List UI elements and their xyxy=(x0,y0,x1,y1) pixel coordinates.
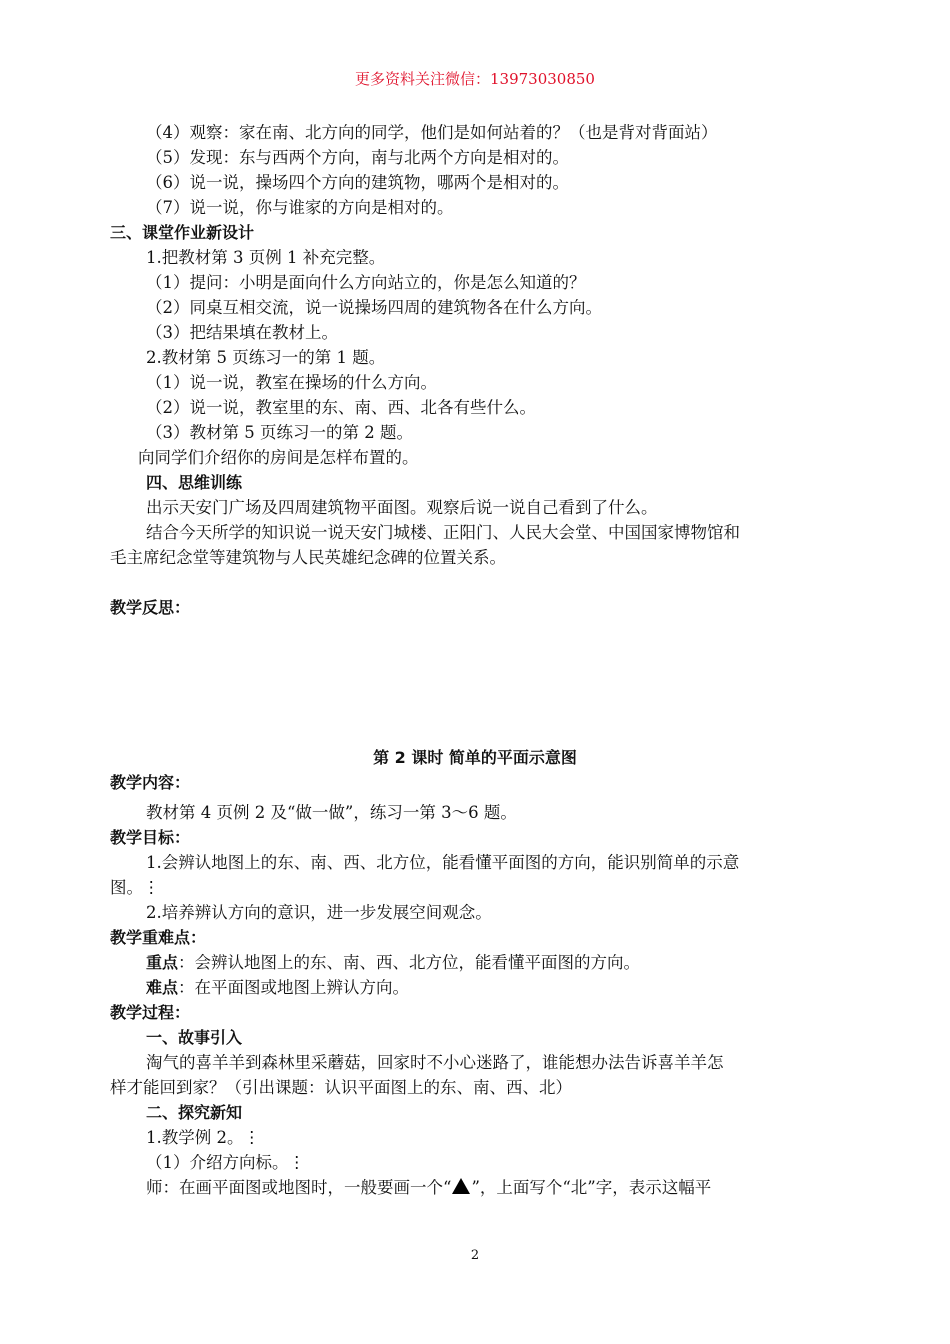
teaching-process-label: 教学过程： xyxy=(110,1003,191,1022)
step-1-story-b: 样才能回到家？（引出课题：认识平面图上的东、南、西、北） xyxy=(110,1078,572,1097)
goal-2: 2.培养辨认方向的意识，进一步发展空间观念。 xyxy=(146,903,492,922)
homework-item-1-1: （1）提问：小明是面向什么方向站立的，你是怎么知道的？ xyxy=(146,273,586,292)
page-number: 2 xyxy=(470,1248,480,1263)
step-1-heading: 一、故事引入 xyxy=(146,1028,243,1047)
homework-item-2-3: （3）教材第 5 页练习一的第 2 题。 xyxy=(146,423,413,442)
step-2-heading: 二、探究新知 xyxy=(146,1103,243,1122)
key-point xyxy=(146,952,640,974)
homework-item-1: 1.把教材第 3 页例 1 补充完整。 xyxy=(146,248,386,267)
section-heading-homework: 三、课堂作业新设计 xyxy=(110,223,255,242)
paragraph-playground: （6）说一说，操场四个方向的建筑物，哪两个是相对的。 xyxy=(146,173,569,192)
thinking-paragraph-2b: 毛主席纪念堂等建筑物与人民英雄纪念碑的位置关系。 xyxy=(110,548,506,567)
difficulty-label: 难点 xyxy=(146,978,179,997)
step-2-item-1: 1.教学例 2。⋮ xyxy=(146,1128,260,1147)
key-point-label: 重点 xyxy=(146,953,179,972)
lesson-2-title: 第 2 课时 简单的平面示意图 xyxy=(373,748,577,767)
teaching-content: 教材第 4 页例 2 及“做一做”，练习一第 3～6 题。 xyxy=(146,803,517,822)
paragraph-discover: （5）发现：东与西两个方向，南与北两个方向是相对的。 xyxy=(146,148,569,167)
step-1-story-a: 淘气的喜羊羊到森林里采蘑菇，回家时不小心迷路了，谁能想办法告诉喜羊羊怎 xyxy=(146,1053,724,1072)
teaching-reflection-label: 教学反思： xyxy=(110,598,191,617)
goal-1a: 1.会辨认地图上的东、南、西、北方位，能看懂平面图的方向，能识别简单的示意 xyxy=(146,853,740,872)
teaching-content-label: 教学内容： xyxy=(110,773,191,792)
homework-intro-room: 向同学们介绍你的房间是怎样布置的。 xyxy=(138,448,419,467)
homework-item-1-2: （2）同桌互相交流，说一说操场四周的建筑物各在什么方向。 xyxy=(146,298,602,317)
key-difficulty-label: 教学重难点： xyxy=(110,928,207,947)
teacher-explanation xyxy=(146,1177,711,1199)
teacher-explanation-a: 师：在画平面图或地图时，一般要画一个“ xyxy=(146,1178,452,1197)
header-wechat-note: 更多资料关注微信：13973030850 xyxy=(355,70,595,88)
section-heading-thinking: 四、思维训练 xyxy=(146,473,243,492)
difficulty-point xyxy=(146,977,409,999)
homework-item-2: 2.教材第 5 页练习一的第 1 题。 xyxy=(146,348,386,367)
teacher-explanation-b: ”，上面写个“北”字，表示这幅平 xyxy=(471,1178,712,1197)
north-arrow-triangle-icon xyxy=(452,1178,470,1194)
paragraph-observe: （4）观察：家在南、北方向的同学，他们是如何站着的？（也是背对背面站） xyxy=(146,123,718,142)
thinking-paragraph-2a: 结合今天所学的知识说一说天安门城楼、正阳门、人民大会堂、中国国家博物馆和 xyxy=(146,523,740,542)
homework-item-1-3: （3）把结果填在教材上。 xyxy=(146,323,338,342)
homework-item-2-1: （1）说一说，教室在操场的什么方向。 xyxy=(146,373,437,392)
goal-1b: 图。⋮ xyxy=(110,878,160,897)
key-point-text: ：会辨认地图上的东、南、西、北方位，能看懂平面图的方向。 xyxy=(178,953,641,972)
homework-item-2-2: （2）说一说，教室里的东、南、西、北各有些什么。 xyxy=(146,398,536,417)
difficulty-text: ：在平面图或地图上辨认方向。 xyxy=(178,978,410,997)
paragraph-home-direction: （7）说一说，你与谁家的方向是相对的。 xyxy=(146,198,454,217)
thinking-paragraph-1: 出示天安门广场及四周建筑物平面图。观察后说一说自己看到了什么。 xyxy=(146,498,658,517)
teaching-goals-label: 教学目标： xyxy=(110,828,191,847)
step-2-item-1-1: （1）介绍方向标。⋮ xyxy=(146,1153,305,1172)
